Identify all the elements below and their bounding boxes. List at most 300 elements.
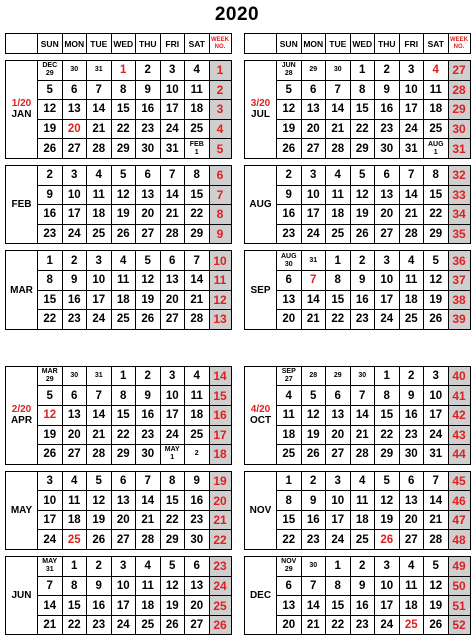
day-cell: 16 [62,290,87,310]
week-row [6,251,232,271]
day-cell: 4 [185,61,210,81]
day-cell: 15 [111,405,136,425]
month-block-oct [244,366,471,465]
month-label-cell [245,366,277,464]
day-cell: 15 [326,596,351,616]
day-cell: 29 [111,139,136,159]
week-row [245,139,471,159]
day-cell: 2 [375,61,400,81]
weekday-label: THU [375,34,400,54]
day-cell: 9 [399,386,424,406]
week-number-cell: 51 [448,596,470,616]
day-cell: 11 [136,576,161,596]
day-cell: 3 [87,251,112,271]
day-cell: 6 [277,270,302,290]
calendar-column-left [5,33,230,635]
day-cell: 15 [375,405,400,425]
day-cell: 20 [136,205,161,225]
day-cell: 1 [62,557,87,577]
week-number-cell: 45 [448,471,470,491]
day-cell: 20 [111,510,136,530]
day-cell: 24 [111,615,136,635]
week-row [245,576,471,596]
day-cell: 24 [424,425,449,445]
day-cell: 14 [301,290,326,310]
day-cell: 28 [350,445,375,465]
day-cell: 9 [38,185,63,205]
weekday-header [244,33,471,54]
week-number-cell: 14 [209,366,231,386]
day-cell: 12 [136,270,161,290]
day-cell: 28 [424,530,449,550]
month-block-jun [5,556,232,635]
weekday-label: SAT [424,34,449,54]
week-number-cell: 3 [209,100,231,120]
week-number-cell: 17 [209,425,231,445]
day-cell: 8 [111,386,136,406]
day-cell: 6 [301,80,326,100]
day-cell: 14 [87,100,112,120]
day-cell: 7 [399,165,424,185]
day-cell: 25 [424,119,449,139]
day-cell: 30 [136,445,161,465]
day-cell: 1 [277,471,302,491]
day-cell: 5 [301,386,326,406]
day-cell: 22 [326,310,351,330]
week-row [245,310,471,330]
day-cell: 20 [399,510,424,530]
day-cell: 26 [87,530,112,550]
day-cell: 28 [87,445,112,465]
week-number-cell: 9 [209,224,231,244]
day-cell: 20 [277,310,302,330]
day-cell: 20 [62,425,87,445]
day-cell: 19 [277,119,302,139]
month-name: NOV [249,504,272,516]
day-cell: 11 [185,80,210,100]
week-number-cell: 29 [448,100,470,120]
day-cell: 7 [185,251,210,271]
day-cell: 29 [424,224,449,244]
day-number: 29 [333,372,342,380]
day-number: 31 [94,66,103,74]
day-cell: 25 [277,445,302,465]
day-cell: 26 [424,615,449,635]
day-cell: 16 [350,596,375,616]
day-cell: 17 [111,596,136,616]
day-cell: 12 [301,405,326,425]
week-row [6,425,232,445]
period-label: 3/20 [250,98,271,110]
day-cell: 10 [87,270,112,290]
day-cell: 10 [326,491,351,511]
day-number: 29 [45,376,54,384]
day-cell: 31 [424,445,449,465]
day-cell: 8 [326,576,351,596]
day-cell: 10 [160,386,185,406]
day-cell: 20 [160,290,185,310]
day-cell: 13 [277,290,302,310]
period-label: 2/20 [11,404,32,416]
day-cell: 17 [375,596,400,616]
day-cell: 11 [87,185,112,205]
day-cell: 19 [301,425,326,445]
day-cell: 7 [301,270,326,290]
day-cell: 25 [350,530,375,550]
day-cell: 14 [350,405,375,425]
day-cell: 25 [111,310,136,330]
week-row [6,185,232,205]
day-cell: 24 [38,530,63,550]
day-cell [326,366,351,386]
day-cell: 12 [160,576,185,596]
week-row [6,310,232,330]
day-cell: 6 [62,386,87,406]
day-cell: 6 [62,80,87,100]
week-row [6,270,232,290]
weekday-label: WED [350,34,375,54]
day-cell: 13 [136,185,161,205]
day-cell: 11 [399,576,424,596]
day-cell: 25 [399,615,424,635]
day-cell: 24 [62,224,87,244]
week-number-cell: 33 [448,185,470,205]
week-number-cell: 37 [448,270,470,290]
day-cell: 11 [399,270,424,290]
day-cell: 2 [350,557,375,577]
day-cell: 23 [136,119,161,139]
week-number-cell: 12 [209,290,231,310]
day-cell: 24 [375,615,400,635]
week-row [6,80,232,100]
week-number-cell: 7 [209,185,231,205]
day-cell: 14 [424,491,449,511]
day-cell: 20 [62,119,87,139]
day-cell: 27 [185,615,210,635]
day-cell: 18 [185,405,210,425]
day-cell: 28 [399,224,424,244]
week-row [245,185,471,205]
day-cell: 25 [185,425,210,445]
day-cell: 19 [111,205,136,225]
week-number-cell: 50 [448,576,470,596]
month-name: OCT [249,415,272,427]
day-cell: 16 [375,100,400,120]
day-cell: 24 [326,530,351,550]
day-cell: 14 [160,185,185,205]
week-number-cell: 10 [209,251,231,271]
week-number-cell: 23 [209,557,231,577]
week-number-cell: 47 [448,510,470,530]
day-cell: 26 [301,445,326,465]
day-number: 31 [94,372,103,380]
month-block-mar [5,250,232,329]
overflow-month-label: SEP [281,368,296,376]
day-cell: 17 [301,205,326,225]
day-cell: 1 [350,61,375,81]
day-number: 30 [358,372,367,380]
page-title: 2020 [214,4,260,25]
weekday-label: WED [111,34,136,54]
month-block-jul [244,60,471,159]
week-number-cell: 32 [448,165,470,185]
day-cell [62,366,87,386]
week-row [245,491,471,511]
week-number-cell: 35 [448,224,470,244]
day-cell: 5 [375,471,400,491]
day-cell: 11 [185,386,210,406]
quarter-gap [5,330,230,360]
month-label-cell [6,366,38,464]
week-number-header: WEEK NO. [448,34,470,54]
month-label-cell [6,251,38,329]
day-cell: 12 [424,270,449,290]
day-number: 30 [70,66,79,74]
day-cell: 25 [62,530,87,550]
day-cell [301,251,326,271]
week-number-cell: 6 [209,165,231,185]
weekday-label: MON [62,34,87,54]
day-cell: 19 [350,205,375,225]
day-cell: 27 [399,530,424,550]
week-row [245,100,471,120]
week-number-cell: 52 [448,615,470,635]
day-cell: 15 [160,491,185,511]
day-cell: 25 [87,224,112,244]
day-cell: 8 [160,471,185,491]
day-cell: 17 [326,510,351,530]
day-number: 29 [45,70,54,78]
day-cell: 25 [399,310,424,330]
day-cell: 28 [160,224,185,244]
day-cell: 23 [277,224,302,244]
day-cell: 25 [136,615,161,635]
day-cell: 21 [87,425,112,445]
day-cell: 16 [185,491,210,511]
weekday-label: TUE [87,34,112,54]
week-number-cell: 11 [209,270,231,290]
day-cell: 4 [350,471,375,491]
day-cell: 5 [350,165,375,185]
day-cell: 18 [87,205,112,225]
week-row [245,425,471,445]
day-cell: 7 [301,576,326,596]
day-cell: 23 [301,530,326,550]
day-cell: 25 [185,119,210,139]
day-cell: 1 [111,366,136,386]
week-row [245,80,471,100]
month-column-header [6,34,38,54]
day-number: 28 [309,372,318,380]
day-cell [38,61,63,81]
day-cell: 15 [62,596,87,616]
month-block-apr [5,366,232,465]
week-row [6,596,232,616]
day-cell: 2 [62,251,87,271]
day-cell: 14 [301,596,326,616]
day-cell: 3 [424,366,449,386]
day-number: 28 [284,70,293,78]
day-cell [38,366,63,386]
day-cell: 31 [160,139,185,159]
day-cell: 30 [375,139,400,159]
week-row [245,119,471,139]
day-cell: 23 [399,425,424,445]
day-cell [87,366,112,386]
week-row [245,596,471,616]
day-cell [301,557,326,577]
day-cell: 16 [136,405,161,425]
day-cell [62,61,87,81]
week-row [245,530,471,550]
day-cell: 27 [62,445,87,465]
month-block-aug [244,165,471,244]
overflow-month-label: DEC [42,62,58,70]
day-cell [277,61,302,81]
day-cell: 17 [160,100,185,120]
month-label-cell [6,471,38,549]
weekday-label: SUN [277,34,302,54]
day-cell: 2 [136,366,161,386]
week-row [6,445,232,465]
day-cell: 27 [111,530,136,550]
day-cell: 20 [326,425,351,445]
day-cell: 9 [350,576,375,596]
day-cell: 5 [38,80,63,100]
day-cell: 2 [38,165,63,185]
week-row [245,366,471,386]
month-block-may [5,471,232,550]
day-cell: 12 [87,491,112,511]
day-cell: 9 [136,80,161,100]
week-row [6,61,232,81]
day-cell: 29 [185,224,210,244]
week-row [245,557,471,577]
day-cell: 26 [350,224,375,244]
day-cell: 21 [399,205,424,225]
day-cell: 22 [62,615,87,635]
day-cell: 17 [38,510,63,530]
week-row [6,576,232,596]
day-cell: 10 [160,80,185,100]
month-block-dec [244,556,471,635]
month-label-cell [245,557,277,635]
day-cell: 5 [136,251,161,271]
day-cell: 24 [375,310,400,330]
day-cell: 7 [87,386,112,406]
day-cell: 5 [160,557,185,577]
week-number-cell: 26 [209,615,231,635]
day-cell: 18 [326,205,351,225]
day-cell: 22 [160,510,185,530]
day-cell: 7 [38,576,63,596]
week-row [245,270,471,290]
week-row [6,119,232,139]
day-cell: 4 [87,165,112,185]
week-row [245,290,471,310]
day-cell: 20 [301,119,326,139]
day-cell: 30 [399,445,424,465]
day-cell: 13 [301,100,326,120]
day-cell: 22 [111,425,136,445]
day-cell: 5 [277,80,302,100]
day-cell: 16 [350,290,375,310]
day-cell: 8 [375,386,400,406]
day-cell: 9 [301,491,326,511]
week-row [245,471,471,491]
month-label-cell [6,557,38,635]
day-cell: 11 [424,80,449,100]
day-cell: 8 [185,165,210,185]
day-cell [38,557,63,577]
day-cell: 12 [38,405,63,425]
day-cell: 28 [136,530,161,550]
day-cell: 23 [350,310,375,330]
day-cell: 9 [350,270,375,290]
day-cell: 12 [38,100,63,120]
day-cell: 16 [38,205,63,225]
day-cell: 22 [326,615,351,635]
week-row [245,165,471,185]
week-number-cell: 49 [448,557,470,577]
overflow-month-label: FEB [189,140,204,148]
week-row [6,530,232,550]
week-number-cell: 20 [209,491,231,511]
day-cell: 25 [326,224,351,244]
day-number: 30 [284,260,293,268]
day-cell: 18 [62,510,87,530]
day-cell: 9 [375,80,400,100]
week-row [245,251,471,271]
day-cell: 19 [136,290,161,310]
day-cell: 5 [424,251,449,271]
month-column-header [245,34,277,54]
day-cell: 4 [399,251,424,271]
week-number-cell: 2 [209,80,231,100]
month-name: DEC [249,590,272,602]
day-cell: 4 [399,557,424,577]
day-cell: 23 [375,119,400,139]
day-cell: 8 [326,270,351,290]
day-number: 31 [45,566,54,574]
day-cell: 14 [185,270,210,290]
day-cell: 8 [111,80,136,100]
week-number-cell: 39 [448,310,470,330]
week-row [6,139,232,159]
day-cell: 2 [277,165,302,185]
week-row [245,61,471,81]
day-cell: 19 [375,510,400,530]
day-cell: 9 [185,471,210,491]
day-cell: 18 [185,100,210,120]
day-cell: 22 [350,119,375,139]
day-cell: 31 [399,139,424,159]
day-cell: 10 [375,576,400,596]
day-cell: 2 [87,557,112,577]
day-cell: 23 [62,310,87,330]
day-cell: 21 [326,119,351,139]
day-cell: 16 [277,205,302,225]
day-cell: 10 [375,270,400,290]
weekday-label: FRI [399,34,424,54]
month-label-cell [6,61,38,159]
week-number-cell: 44 [448,445,470,465]
week-number-cell: 40 [448,366,470,386]
day-cell: 24 [301,224,326,244]
week-row [6,205,232,225]
day-cell: 6 [277,576,302,596]
week-number-cell: 41 [448,386,470,406]
